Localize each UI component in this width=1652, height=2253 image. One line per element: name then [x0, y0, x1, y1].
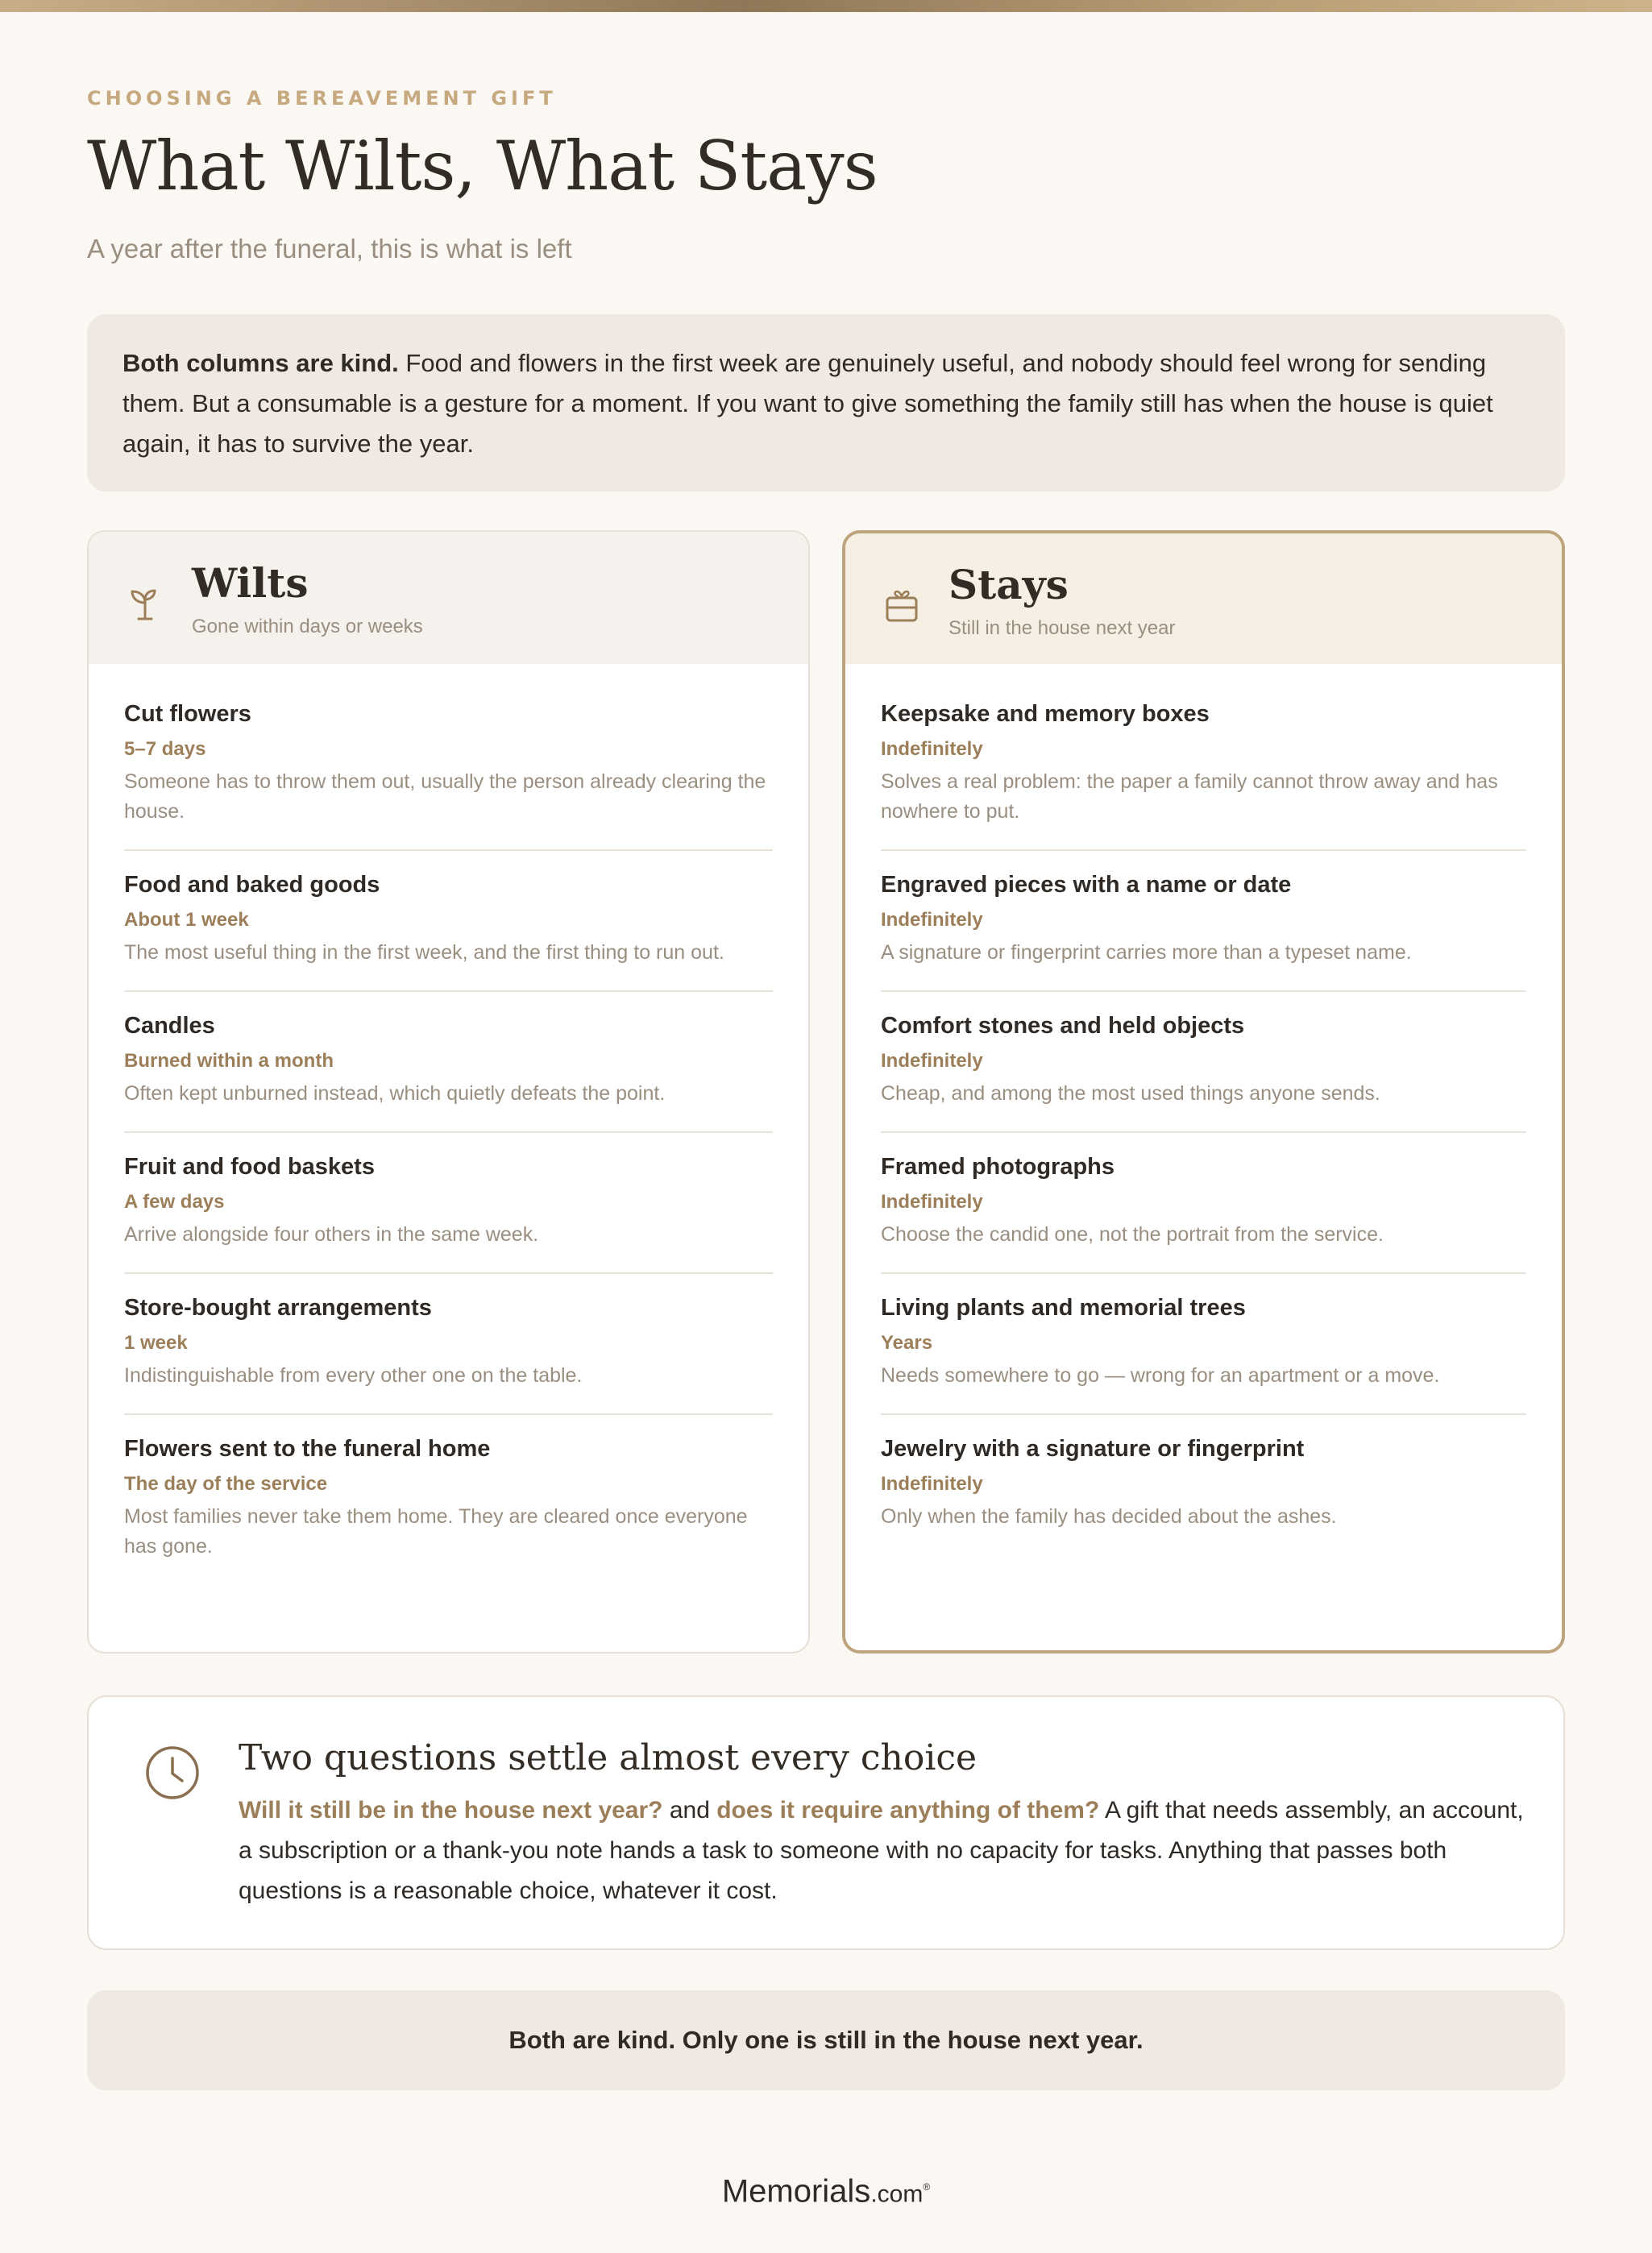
intro-lead: Both columns are kind.	[122, 349, 399, 377]
item-duration: Indefinitely	[881, 1473, 983, 1495]
item-note: Choose the candid one, not the portrait from the service.	[881, 1223, 1384, 1246]
wilts-column	[87, 530, 810, 1653]
item-name: Cut flowers	[124, 701, 251, 727]
item-duration: A few days	[124, 1191, 225, 1213]
item-name: Comfort stones and held objects	[881, 1013, 1245, 1039]
keepsake-box-icon	[884, 585, 919, 624]
item-note: Solves a real problem: the paper a family cannot throw away and has nowhere to put.	[881, 770, 1498, 823]
item-note: Needs somewhere to go — wrong for an apartment or a move.	[881, 1364, 1440, 1387]
list-item	[881, 851, 1526, 992]
item-duration: Indefinitely	[881, 1050, 983, 1072]
item-duration: Indefinitely	[881, 738, 983, 760]
stays-column	[842, 530, 1565, 1653]
item-duration: About 1 week	[124, 909, 249, 931]
closing-banner: Both are kind. Only one is still in the house next year.	[87, 1990, 1565, 2090]
clock-icon	[143, 1744, 201, 1802]
list-item	[881, 1415, 1526, 1554]
item-note: Arrive alongside four others in the same week.	[124, 1223, 539, 1246]
questions-card	[87, 1695, 1565, 1950]
memorials-logo	[87, 2168, 1565, 2214]
item-duration: Burned within a month	[124, 1050, 334, 1072]
intro-text: Food and flowers in the first week are genuinely useful, and nobody should feel wrong for sending them. But a consumable is a gesture for a moment. If you want to give something the family still has when the house is quiet again, it has to survive the year.	[122, 349, 1493, 458]
question-two: does it require anything of them?	[716, 1797, 1100, 1824]
list-item	[124, 992, 773, 1133]
list-item	[124, 1133, 773, 1274]
wilts-header	[89, 532, 808, 664]
questions-title: Two questions settle almost every choice	[239, 1737, 978, 1778]
page-title: What Wilts, What Stays	[87, 127, 878, 205]
stays-title: Stays	[948, 561, 1069, 608]
sprout-icon	[127, 583, 163, 622]
item-note: A signature or fingerprint carries more than a typeset name.	[881, 941, 1412, 964]
list-item	[881, 1133, 1526, 1274]
logo-registered: ®	[923, 2181, 931, 2193]
item-name: Candles	[124, 1013, 215, 1039]
item-name: Keepsake and memory boxes	[881, 701, 1210, 727]
list-item	[124, 1415, 773, 1584]
item-name: Engraved pieces with a name or date	[881, 872, 1292, 898]
top-accent-bar	[0, 0, 1652, 12]
eyebrow: CHOOSING A BEREAVEMENT GIFT	[87, 87, 557, 110]
item-name: Jewelry with a signature or fingerprint	[881, 1436, 1305, 1462]
questions-and: and	[662, 1797, 717, 1824]
wilts-title: Wilts	[192, 559, 309, 607]
item-duration: 1 week	[124, 1332, 188, 1354]
wilts-list	[89, 664, 808, 1584]
item-note: Often kept unburned instead, which quietly defeats the point.	[124, 1082, 666, 1105]
list-item	[881, 680, 1526, 851]
stays-list	[845, 664, 1562, 1554]
questions-rest: A gift that needs assembly, an account, a subscription or a thank-you note hands a task to someone with no capacity for tasks. Anything that passes both questions is a reasonable choice, whatever it cost.	[239, 1797, 1524, 1904]
item-note: Indistinguishable from every other one on the table.	[124, 1364, 583, 1387]
questions-body	[239, 1790, 1528, 1911]
item-name: Food and baked goods	[124, 872, 380, 898]
list-item	[124, 680, 773, 851]
stays-subtitle: Still in the house next year	[948, 617, 1176, 639]
intro-callout	[87, 314, 1565, 492]
stays-header	[845, 533, 1562, 664]
list-item	[881, 1274, 1526, 1415]
item-duration: Indefinitely	[881, 1191, 983, 1213]
list-item	[881, 992, 1526, 1133]
item-name: Store-bought arrangements	[124, 1295, 432, 1321]
page-subtitle: A year after the funeral, this is what is left	[87, 234, 572, 263]
item-note: The most useful thing in the first week, and the first thing to run out.	[124, 941, 724, 964]
item-name: Framed photographs	[881, 1154, 1115, 1180]
logo-name: Memorials	[721, 2173, 871, 2209]
wilts-subtitle: Gone within days or weeks	[192, 616, 423, 637]
item-duration: The day of the service	[124, 1473, 328, 1495]
item-duration: Indefinitely	[881, 909, 983, 931]
item-name: Living plants and memorial trees	[881, 1295, 1246, 1321]
item-note: Someone has to throw them out, usually the person already clearing the house.	[124, 770, 766, 823]
item-note: Most families never take them home. They are cleared once everyone has gone.	[124, 1505, 748, 1558]
item-note: Cheap, and among the most used things anyone sends.	[881, 1082, 1380, 1105]
question-one: Will it still be in the house next year?	[239, 1797, 663, 1824]
logo-tld: .com	[870, 2180, 924, 2208]
item-duration: 5–7 days	[124, 738, 206, 760]
list-item	[124, 1274, 773, 1415]
item-duration: Years	[881, 1332, 933, 1354]
item-note: Only when the family has decided about the ashes.	[881, 1505, 1337, 1528]
list-item	[124, 851, 773, 992]
item-name: Flowers sent to the funeral home	[124, 1436, 491, 1462]
logo-wordmark	[722, 2168, 930, 2214]
item-name: Fruit and food baskets	[124, 1154, 375, 1180]
